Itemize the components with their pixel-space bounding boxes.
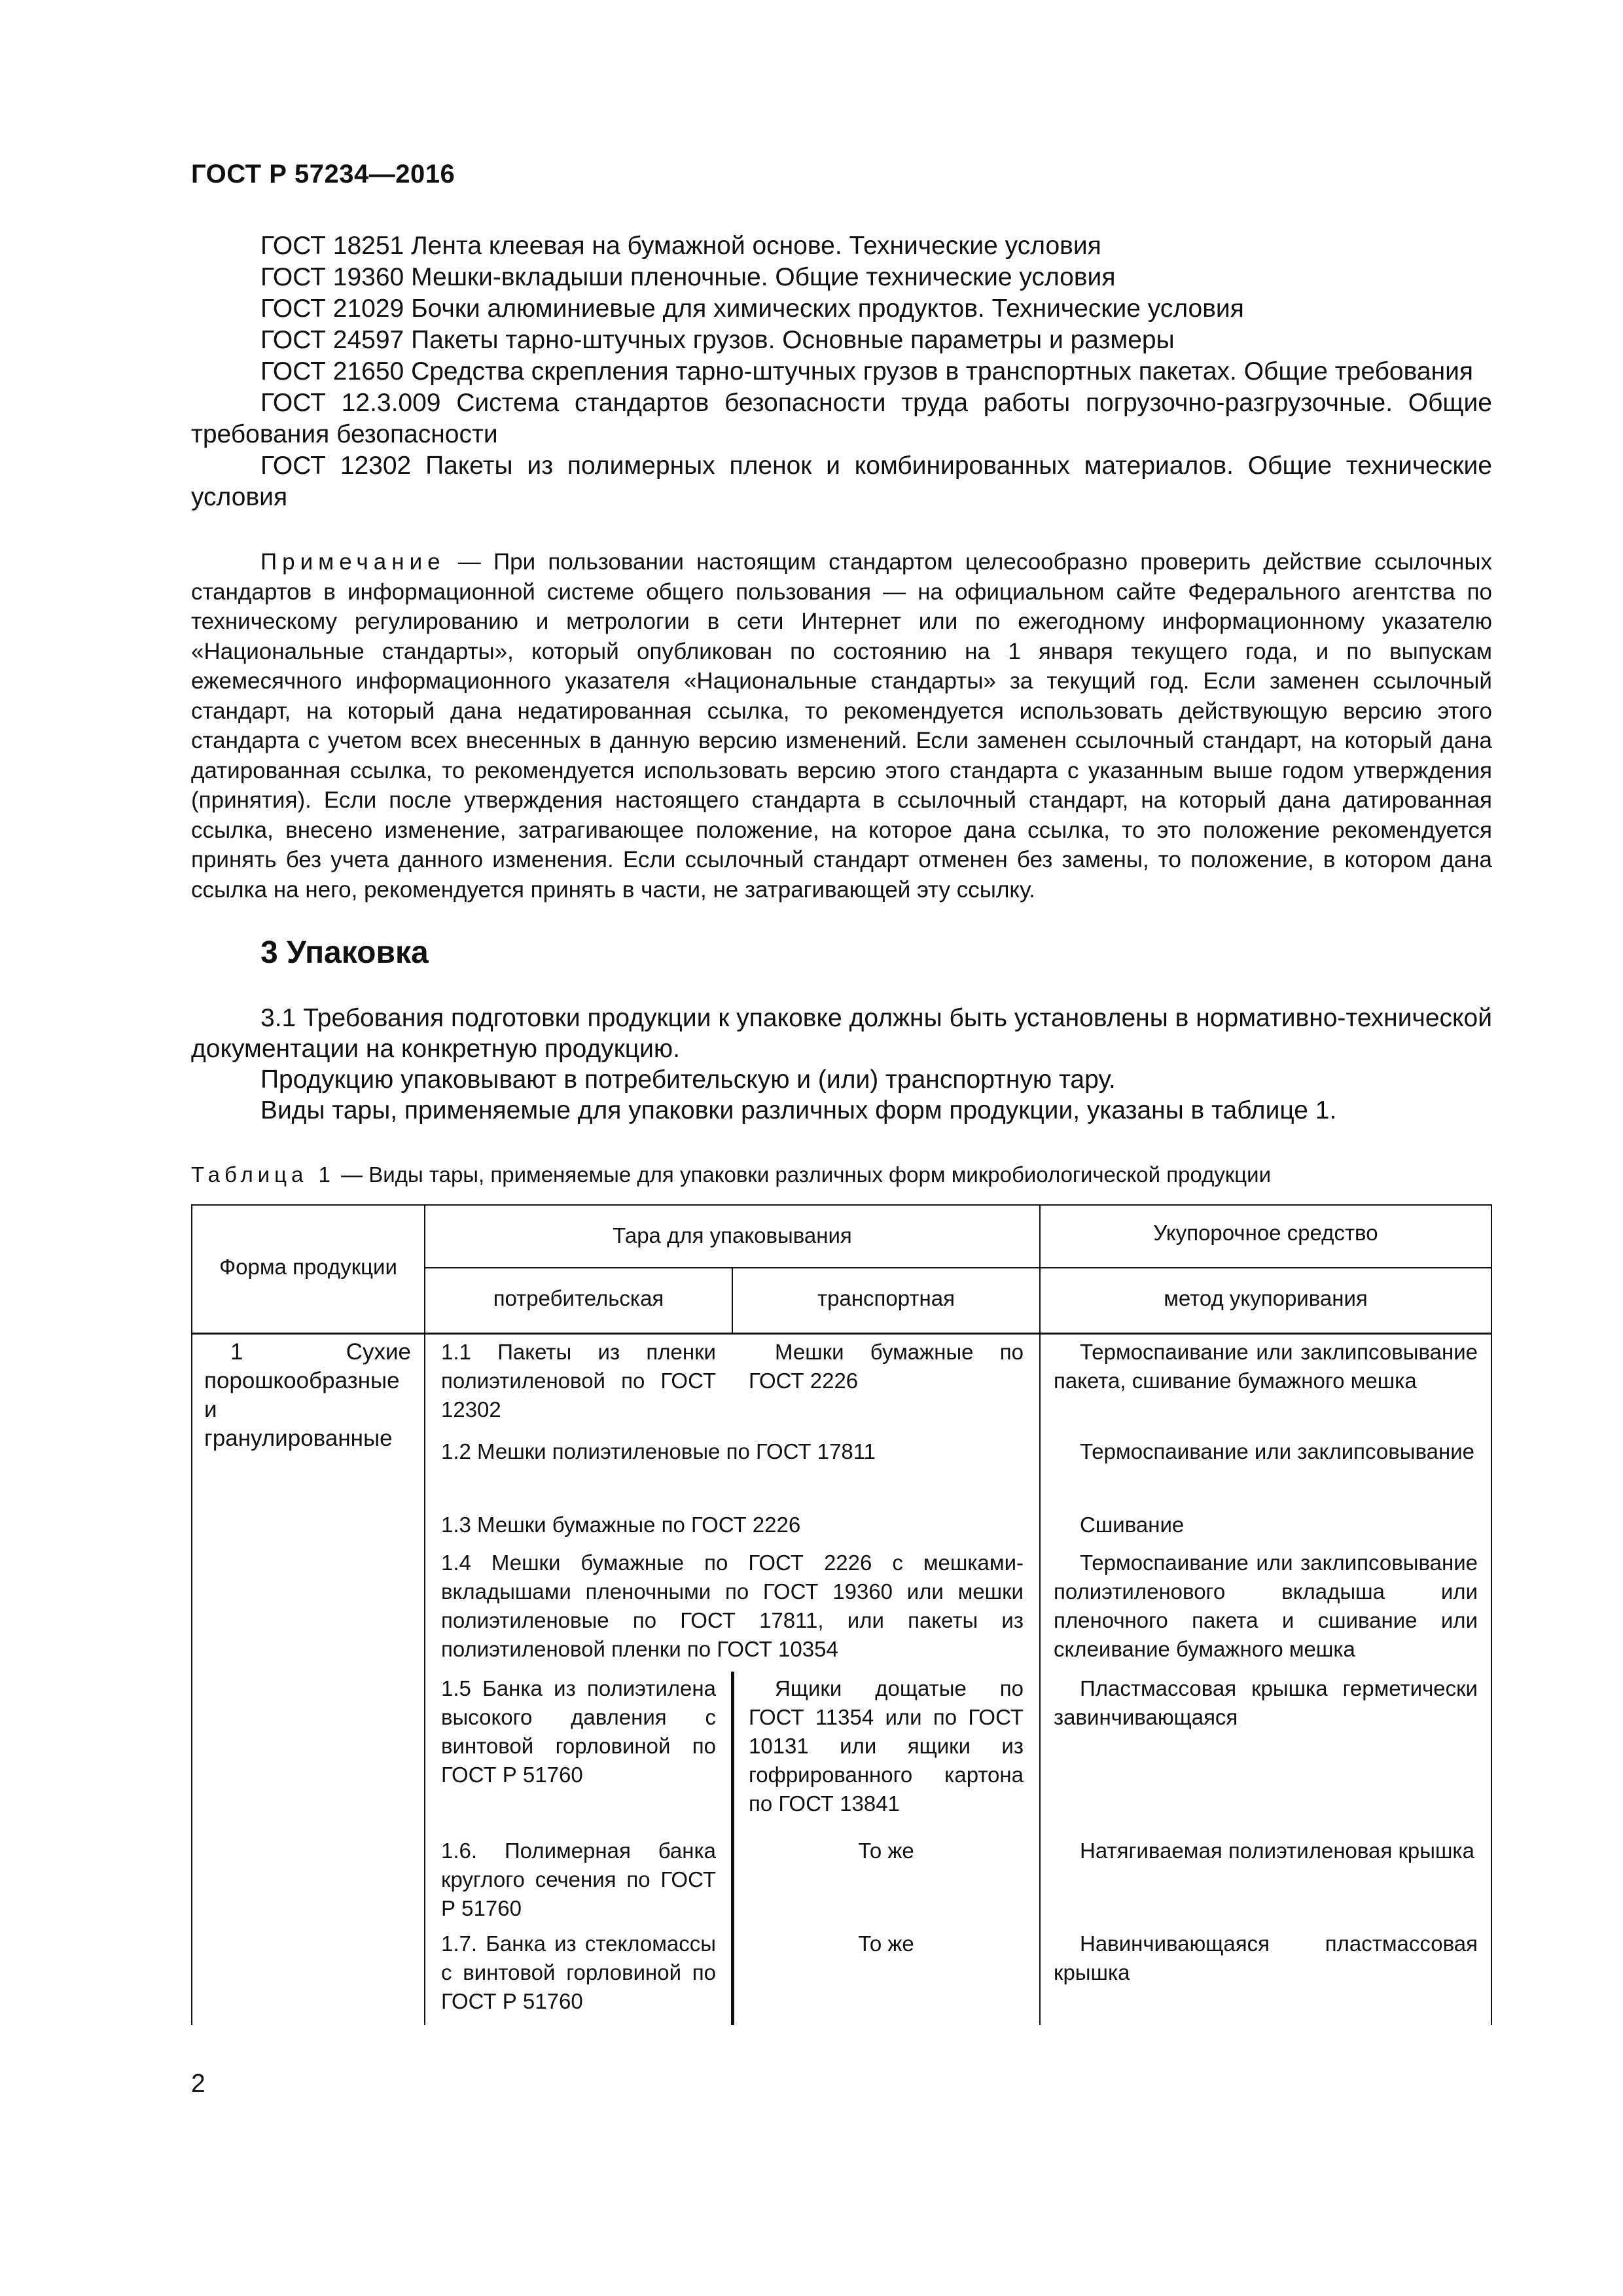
reference-item: ГОСТ 18251 Лента клеевая на бумажной основе. Технические условия (260, 232, 1101, 260)
table-caption (191, 1162, 1271, 1187)
table-header-rule (191, 1333, 1492, 1335)
paragraph: Продукцию упаковывают в потребительскую и (или) транспортную тару. (260, 1066, 1116, 1094)
row-transport: То же (858, 1839, 914, 1863)
reference-item: ГОСТ 24597 Пакеты тарно-штучных грузов. Основные параметры и размеры (260, 326, 1175, 354)
header-transport: транспортная (817, 1286, 955, 1310)
packaging-table (191, 1204, 1492, 2025)
row-consumer: 1.7. Банка из стекломассы с винтовой горловиной по ГОСТ Р 51760 (441, 1931, 716, 2013)
table-divider (424, 1267, 1492, 1268)
row-consumer: 1.1 Пакеты из пленки полиэтиленовой по ГОСТ 12302 (441, 1340, 716, 1422)
row-transport: Мешки бумажные по ГОСТ 2226 (749, 1340, 1024, 1393)
header-packaging: Тара для упаковывания (613, 1223, 852, 1247)
paragraph: Виды тары, применяемые для упаковки различных форм продукции, указаны в таблице 1. (260, 1096, 1337, 1124)
row-combined: 1.2 Мешки полиэтиленовые по ГОСТ 17811 (441, 1439, 876, 1463)
table-caption-label: Таблица 1 (191, 1162, 335, 1187)
table-border-right (1491, 1204, 1492, 2025)
row-closure: Термоспаивание или заклипсовывание полиэтиленового вкладыша или пленочного пакета и сшивание или склеивание бумажного мешка (1054, 1551, 1478, 1661)
paragraph: 3.1 Требования подготовки продукции к упаковке должны быть установлены в нормативно-технической документации на конкретную продукцию. (191, 1004, 1492, 1063)
header-closure-method: метод укупоривания (1164, 1286, 1368, 1310)
row-consumer: 1.5 Банка из полиэтилена высокого давления с винтовой горловиной по ГОСТ Р 51760 (441, 1676, 716, 1787)
table-divider-bold (731, 1672, 734, 2025)
header-form: Форма продукции (219, 1255, 397, 1279)
row-closure: Термоспаивание или заклипсовывание пакета, сшивание бумажного мешка (1054, 1340, 1478, 1393)
header-closure: Укупорочное средство (1153, 1221, 1378, 1245)
header-consumer: потребительская (493, 1286, 664, 1310)
row-transport: То же (858, 1931, 914, 1956)
reference-item: ГОСТ 19360 Мешки-вкладыши пленочные. Общие технические условия (260, 263, 1116, 291)
reference-item: ГОСТ 21029 Бочки алюминиевые для химических продуктов. Технические условия (260, 295, 1244, 323)
table-divider (1039, 1204, 1041, 2025)
reference-item: ГОСТ 12.3.009 Система стандартов безопасности труда работы погрузочно-разгрузочные. Общие требования безопасности (191, 389, 1492, 448)
row-closure: Сшивание (1080, 1513, 1185, 1537)
row-closure: Навинчивающаяся пластмассовая крышка (1054, 1931, 1478, 1984)
normative-references (191, 230, 1492, 513)
section-body (191, 1003, 1492, 1126)
reference-item: ГОСТ 12302 Пакеты из полимерных пленок и комбинированных материалов. Общие технические условия (191, 452, 1492, 511)
row-combined: 1.3 Мешки бумажные по ГОСТ 2226 (441, 1513, 801, 1537)
table-caption-text: — Виды тары, применяемые для упаковки различных форм микробиологической продукции (334, 1162, 1272, 1187)
reference-item: ГОСТ 21650 Средства скрепления тарно-штучных грузов в транспортных пакетах. Общие требования (260, 357, 1474, 386)
page-number: 2 (191, 2070, 205, 2098)
document-header: ГОСТ Р 57234—2016 (191, 160, 455, 188)
row-consumer: 1.6. Полимерная банка круглого сечения по ГОСТ Р 51760 (441, 1839, 716, 1920)
table-divider (424, 1204, 425, 2025)
row-closure: Термоспаивание или заклипсовывание (1080, 1439, 1475, 1463)
note-block (191, 547, 1492, 905)
table-divider (732, 1267, 733, 1334)
table-border-left (191, 1204, 192, 2025)
product-form-cell: 1 Сухие порошкообразные и гранулированные (204, 1339, 411, 1451)
table-border-top (191, 1204, 1492, 1206)
section-title: 3 Упаковка (260, 935, 429, 970)
row-closure: Натягиваемая полиэтиленовая крышка (1080, 1839, 1474, 1863)
note-label: Примечание (260, 549, 446, 575)
row-transport: Ящики дощатые по ГОСТ 11354 или по ГОСТ 10131 или ящики из гофрированного картона по ГОСТ 13841 (749, 1676, 1024, 1816)
note-text: — При пользовании настоящим стандартом целесообразно проверить действие ссылочных стандартов в информационной системе общего пользования — на официальном сайте Федерального агентства по техническому регулированию и метрологии в сети Интернет или по ежегодному информационному указателю «Национальные стандарты», который опубликован по состоянию на 1 января текущего года, и по выпускам ежемесячного информационного указателя «Национальные стандарты» за текущий год. Если заменен ссылочный стандарт, на который дана недатированная ссылка, то рекомендуется использовать действующую версию этого стандарта с учетом всех внесенных в данную версию изменений. Если заменен ссылочный стандарт, на который дана датированная ссылка, то рекомендуется использовать версию этого стандарта с указанным выше годом утверждения (принятия). Если после утверждения настоящего стандарта в ссылочный стандарт, на который дана датированная ссылка, внесено изменение, затрагивающее положение, на которое дана ссылка, то это положение рекомендуется принять без учета данного изменения. Если ссылочный стандарт отменен без замены, то положение, в котором дана ссылка на него, рекомендуется принять в части, не затрагивающей эту ссылку. (191, 549, 1492, 903)
row-closure: Пластмассовая крышка герметически завинчивающаяся (1054, 1676, 1478, 1729)
row-combined: 1.4 Мешки бумажные по ГОСТ 2226 с мешками-вкладышами пленочными по ГОСТ 19360 или мешки полиэтиленовые по ГОСТ 17811, или пакеты из полиэтиленовой пленки по ГОСТ 10354 (441, 1551, 1024, 1661)
